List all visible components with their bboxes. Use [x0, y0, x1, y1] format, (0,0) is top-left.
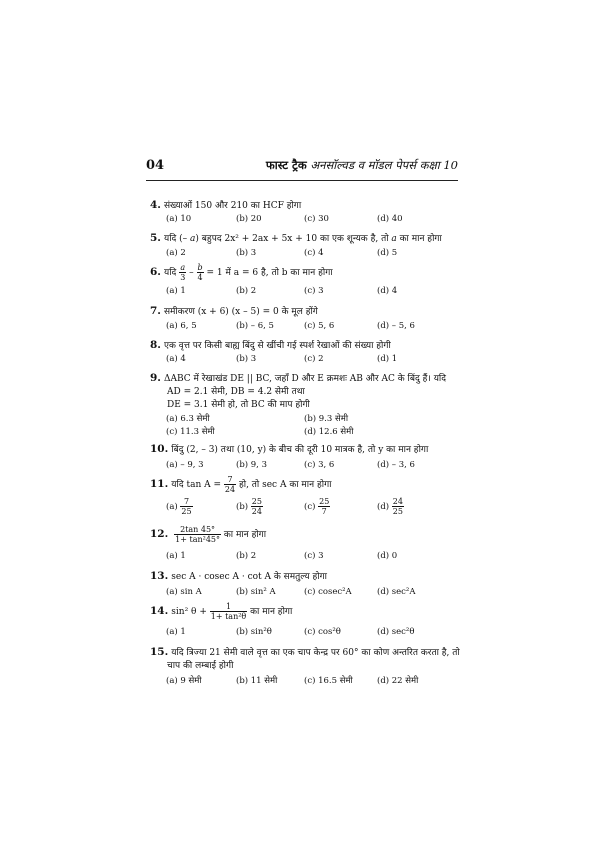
option: (b) $\frac{25}{24}$	[236, 497, 262, 516]
question-9: 9. ΔABC में रेखाखंड DE || BC, जहाँ D और E क्रमशः AB और AC के बिंदु हैं। यदि	[150, 372, 447, 384]
option: (d) 1	[377, 354, 398, 364]
option: (b) 2	[236, 551, 257, 561]
option: (d) sec²A	[377, 587, 416, 597]
option: (c) 30	[304, 214, 329, 224]
question-8: 8. एक वृत्त पर किसी बाह्य बिंदु से खींची गई स्पर्श रेखाओं की संख्या होगी	[150, 339, 391, 351]
question-11: 11. यदि tan A = $\frac{7}{24}$ हो, तो sec A का मान होगा	[150, 475, 332, 494]
option: (d) 12.6 सेमी	[304, 427, 354, 437]
option: (a) sin A	[166, 587, 202, 597]
option: (d) 0	[377, 551, 398, 561]
option: (c) cos²θ	[304, 627, 341, 637]
option: (d) – 3, 6	[377, 460, 415, 470]
option: (a) 1	[166, 627, 186, 637]
question-13: 13. sec A · cosec A · cot A के समतुल्य होगा	[150, 570, 327, 582]
option: (b) 11 सेमी	[236, 676, 278, 686]
option: (a) 1	[166, 551, 186, 561]
question-10: 10. बिंदु (2, – 3) तथा (10, y) के बीच की दूरी 10 मात्रक है, तो y का मान होगा	[150, 443, 429, 455]
question-9-line-2: AD = 2.1 सेमी, DB = 4.2 सेमी तथा	[167, 387, 305, 397]
fraction: $\frac{1}{\text{1+ tan²θ}}$	[210, 602, 247, 621]
option: (c) 3	[304, 551, 324, 561]
option: (a) 6, 5	[166, 321, 197, 331]
option: (c) 3, 6	[304, 460, 335, 470]
option: (b) 9.3 सेमी	[304, 414, 349, 424]
option: (c) 2	[304, 354, 324, 364]
option: (b) sin² A	[236, 587, 276, 597]
option: (b) 3	[236, 248, 257, 258]
question-15: 15. यदि त्रिज्या 21 सेमी वाले वृत्त का एक चाप केन्द्र पर 60° का कोण अन्तरित करता है, तो	[150, 646, 460, 658]
fraction: $\frac{a}{3}$	[180, 263, 186, 282]
option: (a) 2	[166, 248, 186, 258]
option: (b) sin²θ	[236, 627, 272, 637]
option: (d) 40	[377, 214, 403, 224]
question-5: 5. यदि (– a) बहुपद 2x² + 2ax + 5x + 10 का एक शून्यक है, तो a का मान होगा	[150, 232, 442, 244]
option: (a) – 9, 3	[166, 460, 204, 470]
option: (a) 9 सेमी	[166, 676, 202, 686]
option: (b) 3	[236, 354, 257, 364]
option: (a) 10	[166, 214, 192, 224]
option: (a) $\frac{7}{25}$	[166, 497, 192, 516]
question-14: 14. sin² θ + $\frac{1}{\text{1+ tan²θ}}$ का मान होगा	[150, 602, 293, 621]
question-6: 6. यदि $\frac{a}{3}$ – $\frac{b}{4}$ = 1 में a = 6 है, तो b का मान होगा	[150, 263, 333, 282]
option: (b) 9, 3	[236, 460, 267, 470]
option: (c) $\frac{25}{7}$	[304, 497, 330, 516]
option: (b) 20	[236, 214, 262, 224]
question-12: 12. $\frac{2\tan 45^\circ}{\text{1+ tan²45°}}$ का मान होगा	[150, 525, 267, 544]
question-4: 4. संख्याओं 150 और 210 का HCF होगा	[150, 199, 302, 211]
option: (d) 5	[377, 248, 398, 258]
question-15-line-2: चाप की लम्बाई होगी	[167, 661, 234, 671]
fraction: $\frac{2\tan 45^\circ}{\text{1+ tan²45°}}$	[175, 525, 221, 544]
option: (d) 4	[377, 286, 398, 296]
fraction: $\frac{b}{4}$	[197, 263, 203, 282]
option: (b) 2	[236, 286, 257, 296]
page-number: 04	[146, 158, 165, 173]
option: (d) sec²θ	[377, 627, 415, 637]
question-9-line-3: DE = 3.1 सेमी हो, तो BC की माप होगी	[167, 400, 310, 410]
header-rule	[146, 180, 458, 181]
option: (b) – 6, 5	[236, 321, 274, 331]
option: (d) $\frac{24}{25}$	[377, 497, 403, 516]
page-header	[146, 158, 458, 178]
option: (c) 11.3 सेमी	[166, 427, 215, 437]
option: (c) 3	[304, 286, 324, 296]
option: (c) 4	[304, 248, 324, 258]
option: (d) 22 सेमी	[377, 676, 419, 686]
fraction: $\frac{7}{24}$	[224, 475, 236, 494]
option: (a) 6.3 सेमी	[166, 414, 210, 424]
book-title: फास्ट ट्रैक अनसॉल्वड व मॉडल पेपर्स कक्षा 10	[265, 158, 458, 172]
option: (c) cosec²A	[304, 587, 352, 597]
option: (c) 16.5 सेमी	[304, 676, 353, 686]
option: (a) 1	[166, 286, 186, 296]
option: (d) – 5, 6	[377, 321, 415, 331]
option: (c) 5, 6	[304, 321, 335, 331]
option: (a) 4	[166, 354, 186, 364]
question-7: 7. समीकरण (x + 6) (x – 5) = 0 के मूल होंगे	[150, 305, 318, 317]
